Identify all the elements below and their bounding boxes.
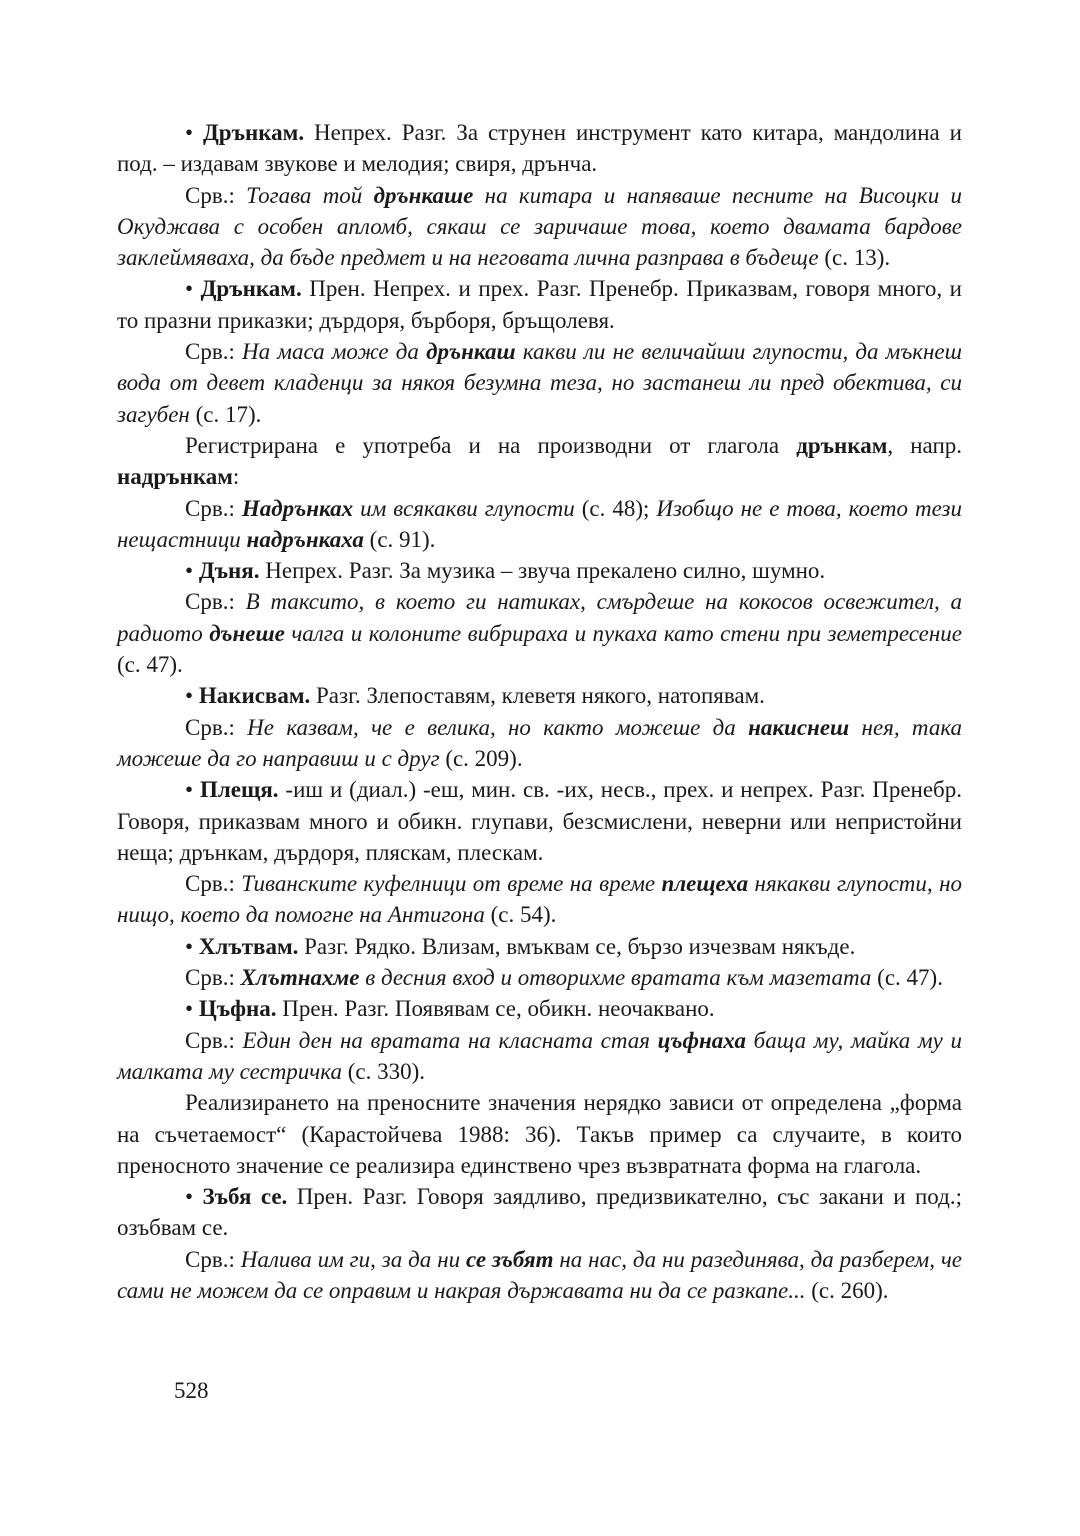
bold-run: Накисвам. (198, 683, 311, 709)
text-run: (с. 47). (117, 652, 183, 678)
bold-run: Дъня. (198, 558, 260, 584)
bold-run: Плещя. (199, 777, 279, 803)
text-run: Срв.: (185, 495, 242, 521)
bold-italic-run: цъфнаха (657, 1027, 746, 1053)
text-run: • (185, 120, 203, 145)
bold-italic-run: надрънкаха (246, 526, 364, 552)
text-run: Срв.: (185, 182, 247, 208)
text-run: Регистрирана е употреба и на производни от глагола (185, 432, 797, 458)
text-run: Разг. Злепоставям, клеветя някого, натопявам. (310, 683, 765, 709)
text-run: Срв.: (185, 714, 248, 740)
text-run: Срв.: (185, 1027, 243, 1053)
text-run: (с. 54). (484, 902, 557, 928)
entry-pleshtya (117, 774, 962, 868)
text-run: Реализирането на преносните значения нерядко зависи от определена „форма на съчетаемост“ (Карастойчева 1988: 36). Такъв пример са случаите, в които преносното значение се реализира единствено чрез възвратната форма на глагола. (117, 1090, 962, 1178)
text-run: (с. 91). (363, 526, 436, 552)
text-run: Непрех. Разг. За музика – звуча прекалено силно, шумно. (259, 558, 826, 584)
entry-hlatvam (117, 931, 962, 962)
bold-run: Дрънкам. (202, 120, 305, 145)
text-run: , напр. (887, 432, 962, 458)
text-run: -иш и (диал.) -еш, мин. св. -их, несв., прех. и непрех. Разг. Пренебр. Говоря, приказвам много и обикн. глупави, безсмислени, неверни или непристойни неща; дрънкам, дърдоря, пляскам, плескам. (117, 777, 962, 865)
text-run: Разг. Рядко. Влизам, вмъквам се, бързо изчезвам някъде. (298, 933, 856, 959)
bold-run: дрънкам (796, 432, 888, 458)
italic-run: На маса може да (242, 339, 427, 365)
text-run: (с. 47). (871, 965, 943, 991)
italic-run: Не казвам, че е велика, но както можеше да (247, 714, 749, 740)
italic-run: им всякакви глупости (353, 495, 575, 521)
italic-run: в десния вход и отворихме вратата към мазетата (359, 965, 872, 991)
bold-run: надрънкам (117, 464, 233, 490)
text-run: (с. 13). (818, 245, 891, 271)
example-tsafna (117, 1025, 962, 1088)
italic-run: Един ден на вратата на класната стая (242, 1027, 658, 1053)
text-run: • (185, 558, 199, 584)
text-run: Срв.: (185, 1246, 241, 1272)
italic-run: баща му, майка му и малката му сестричка (117, 1027, 963, 1084)
text-run: (с. 209). (439, 745, 523, 771)
bold-italic-run: дрънкаш (426, 339, 516, 365)
italic-run: Изобщо не е това, което тези нещастници (117, 495, 962, 552)
text-run: Срв.: (185, 871, 242, 897)
text-run: • (185, 276, 201, 302)
text-run: Прен. Разг. Появявам се, обикн. неочаквано. (276, 996, 715, 1022)
example-pleshtya (117, 868, 962, 931)
bold-italic-run: плещеха (661, 871, 749, 897)
bold-italic-run: дънеше (209, 620, 285, 646)
entry-nakisvam (117, 680, 962, 711)
italic-run: Налива им ги, за да ни (240, 1246, 467, 1272)
bold-run: Хлътвам. (198, 933, 299, 959)
example-drankam-1 (117, 180, 962, 274)
entry-danya (117, 555, 962, 586)
text-run: Непрех. Разг. За струнен инструмент като китара, мандолина и под. – издавам звукове и мелодия; свиря, дрънча. (117, 120, 962, 177)
text-run: • (185, 683, 199, 709)
italic-run: Тиванските куфелници от време на време (241, 871, 662, 897)
bold-italic-run: накиснеш (748, 714, 850, 740)
italic-run: на нас, да ни разединява, да разберем, че сами не можем да се оправим и накрая държавата ни да се разкапе... (117, 1246, 963, 1303)
text-run: Срв.: (185, 339, 243, 365)
example-nakisvam (117, 712, 962, 775)
example-hlatvam (117, 962, 962, 993)
bold-run: Зъбя се. (202, 1184, 288, 1210)
derivatives-paragraph (117, 430, 962, 493)
text-run: : (232, 464, 240, 490)
bold-italic-run: дрънкаше (373, 182, 474, 208)
text-run: • (185, 933, 199, 959)
bold-run: Цъфна. (198, 996, 277, 1022)
italic-run: някакви глупости, но нищо, което да помогне на Антигона (117, 871, 963, 928)
reflexive-form-paragraph (117, 1087, 962, 1181)
italic-run: Тогава той (246, 182, 374, 208)
bold-italic-run: Хлътнахме (240, 965, 360, 991)
text-run: (с. 260). (805, 1277, 889, 1303)
entry-tsafna (117, 993, 962, 1024)
example-zabya-se (117, 1244, 962, 1307)
page-body (117, 117, 962, 1306)
example-danya (117, 586, 962, 680)
italic-run: нея, така можеше да го направиш и с друг (117, 714, 962, 771)
example-nadrankam (117, 493, 962, 556)
text-run: • (185, 996, 199, 1022)
text-run: • (185, 1184, 203, 1210)
text-run: (с. 17). (189, 401, 262, 427)
text-run: Срв.: (185, 965, 241, 991)
page-number: 528 (174, 1378, 209, 1403)
italic-run: на китара и напяваше песните на Висоцки и Окуджава с особен апломб, сякаш се заричаше това, което двамата бардове заклеймяваха, да бъде предмет и на неговата лична разправа в бъдеще (117, 182, 962, 271)
bold-italic-run: Надрънках (241, 495, 354, 521)
entry-drankam-2 (117, 273, 962, 336)
italic-run: чалга и колоните вибрираха и пукаха като стени при земетресение (284, 620, 962, 646)
text-run: Прен. Непрех. и прех. Разг. Пренебр. Приказвам, говоря много, и то празни приказки; дърдоря, бърборя, бръщолевя. (117, 276, 962, 333)
entry-zabya-se (117, 1181, 962, 1244)
text-run: Прен. Разг. Говоря заядливо, предизвикателно, със закани и под.; озъбвам се. (117, 1184, 962, 1241)
text-run: (с. 48); (574, 495, 657, 521)
text-run: (с. 330). (341, 1058, 425, 1084)
text-run: Срв.: (185, 589, 246, 615)
example-drankam-2 (117, 336, 962, 430)
bold-italic-run: се зъбят (466, 1246, 554, 1272)
italic-run: В таксито, в което ги натиках, смърдеше на кокосов освежител, а радиото (117, 589, 963, 646)
text-run: • (185, 777, 200, 803)
entry-drankam-1 (117, 117, 962, 180)
italic-run: какви ли не величайши глупости, да мъкнеш вода от девет кладенци за някоя безумна теза, но застанеш ли пред обектива, си загубен (117, 339, 962, 427)
bold-run: Дрънкам. (200, 276, 302, 302)
